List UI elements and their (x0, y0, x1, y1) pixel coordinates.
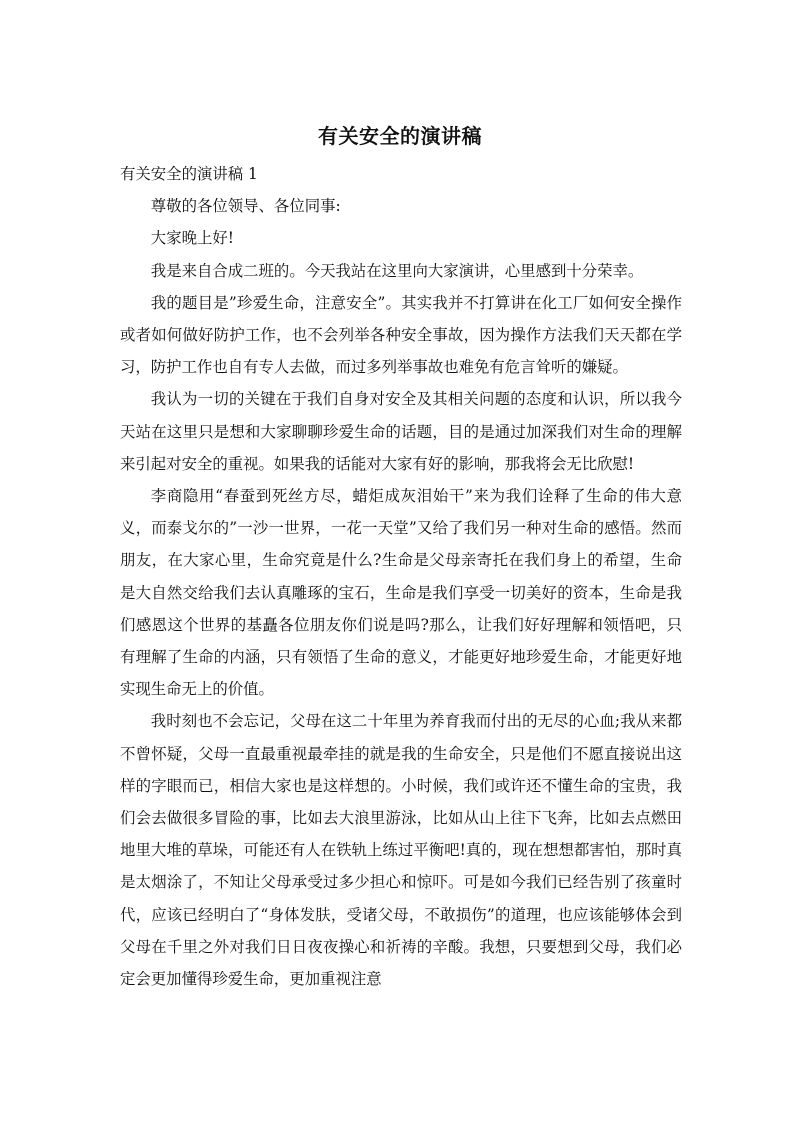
document-body (120, 158, 682, 995)
salutation-paragraph: 尊敬的各位领导、各位同事: (150, 197, 341, 216)
body-paragraph: 我是来自合成二班的。今天我站在这里向大家演讲，心里感到十分荣幸。 (150, 261, 644, 280)
section-heading: 有关安全的演讲稿 1 (120, 165, 258, 183)
body-paragraph: 李商隐用“春蚕到死丝方尽，蜡炬成灰泪始干”来为我们诠释了生命的伟大意义，而泰戈尔的”一沙一世界，一花一天堂”又给了我们另一种对生命的感悟。然而朋友，在大家心里，生命究竟是什么?生命是父母亲寄托在我们身上的希望，生命是大自然交给我们去认真雕琢的宝石，生命是我们享受一切美好的资本，生命是我们感恩这个世界的基矗各位朋友你们说是吗?那么，让我们好好理解和领悟吧，只有理解了生命的内涵，只有领悟了生命的意义，才能更好地珍爱生命，才能更好地实现生命无上的价值。 (120, 487, 682, 699)
body-paragraph: 我的题目是”珍爱生命，注意安全”。其实我并不打算讲在化工厂如何安全操作或者如何做好防护工作，也不会列举各种安全事故，因为操作方法我们天天都在学习，防护工作也自有专人去做，而过多列举事故也难免有危言耸听的嫌疑。 (120, 293, 682, 377)
body-paragraph: 我时刻也不会忘记，父母在这二十年里为养育我而付出的无尽的心血;我从来都不曾怀疑，父母一直最重视最牵挂的就是我的生命安全，只是他们不愿直接说出这样的字眼而已，相信大家也是这样想的。小时候，我们或许还不懂生命的宝贵，我们会去做很多冒险的事，比如去大浪里游泳，比如从山上往下飞奔，比如去点燃田地里大堆的草垛，可能还有人在铁轨上练过平衡吧!真的，现在想想都害怕，那时真是太烟涂了，不知让父母承受过多少担心和惊吓。可是如今我们已经告别了孩童时代，应该已经明白了“身体发肤，受诸父母，不敢损伤”的道理，也应该能够体会到父母在千里之外对我们日日夜夜操心和祈祷的辛酸。我想，只要想到父母，我们必定会更加懂得珍爱生命，更加重视注意 (120, 712, 682, 989)
body-paragraph: 我认为一切的关键在于我们自身对安全及其相关问题的态度和认识，所以我今天站在这里只是想和大家聊聊珍爱生命的话题，目的是通过加深我们对生命的理解来引起对安全的重视。如果我的话能对大家有好的影响，那我将会无比欣慰! (120, 390, 682, 473)
document-title: 有关安全的演讲稿 (318, 124, 482, 148)
greeting-paragraph: 大家晚上好! (150, 229, 234, 248)
